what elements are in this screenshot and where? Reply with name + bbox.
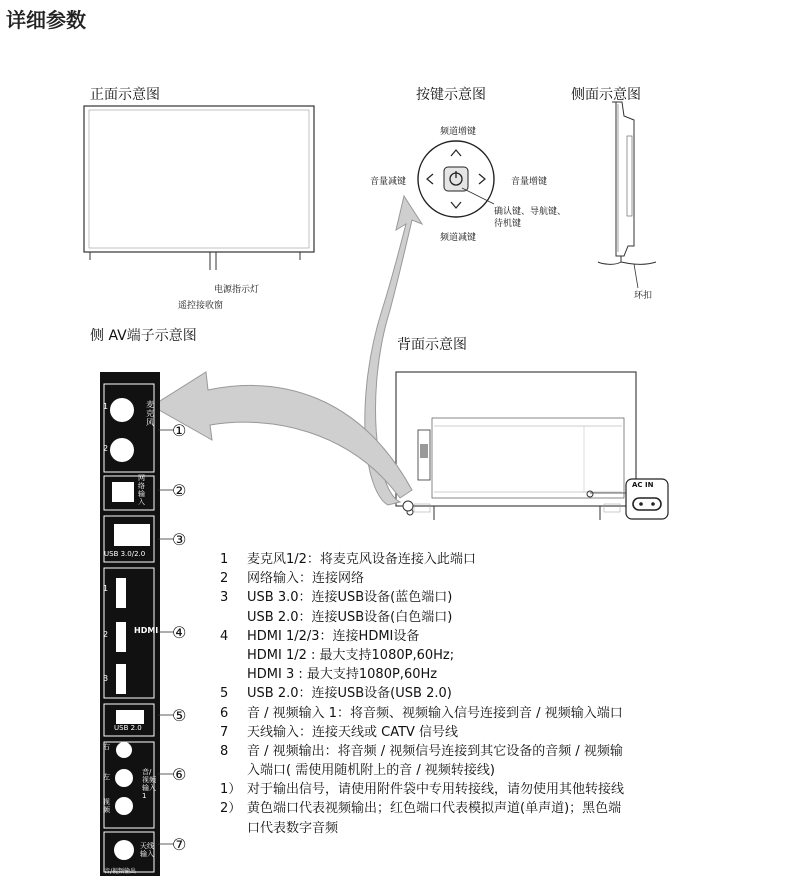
back-view-heading: 背面示意图 — [397, 337, 467, 353]
legend-text: 天线输入：连接天线或 CATV 信号线 — [247, 724, 459, 740]
callout-1: ① — [172, 421, 187, 440]
front-view-heading: 正面示意图 — [90, 87, 160, 103]
legend-number: 2 — [220, 571, 229, 587]
connection-arrows — [150, 190, 430, 520]
legend-text: HDMI 1/2/3：连接HDMI设备 — [247, 628, 420, 644]
network-label: 网络输入 — [138, 474, 145, 506]
legend-number: 6 — [220, 705, 229, 721]
legend-number: 5 — [220, 686, 229, 702]
ring-buckle-label: 环扣 — [634, 291, 653, 301]
av-output-label: 音/视频输出 — [104, 868, 137, 875]
callout-6: ⑥ — [172, 765, 187, 784]
hdmi-label: HDMI — [134, 626, 159, 635]
legend-number: 3 — [220, 590, 229, 606]
av-input-label: 音/视频输入1 — [142, 768, 156, 800]
av-right-label: 右 — [103, 743, 110, 751]
callout-3: ③ — [172, 530, 187, 549]
legend-note-number: 1） — [220, 782, 242, 798]
ac-in-leader — [588, 488, 628, 498]
legend-text: 麦克风1/2：将麦克风设备连接入此端口 — [247, 552, 476, 567]
av-left-label: 左 — [103, 773, 110, 781]
legend-note-number: 2） — [220, 801, 242, 817]
page-title: 详细参数 — [6, 8, 86, 32]
power-led-label: 电源指示灯 — [214, 285, 260, 295]
channel-up-label: 频道增键 — [440, 127, 477, 137]
volume-down-label: 音量减键 — [370, 177, 407, 187]
channel-down-label: 频道减键 — [440, 233, 477, 243]
legend-text: USB 3.0：连接USB设备(蓝色端口) — [247, 590, 453, 606]
hdmi-1-number: 1 — [103, 584, 109, 593]
legend-number: 8 — [220, 743, 229, 759]
side-view-diagram — [594, 96, 664, 296]
side-av-heading: 侧 AV端子示意图 — [90, 328, 197, 344]
ac-in-label: AC IN — [632, 481, 654, 489]
legend-note-text: 黄色端口代表视频输出；红色端口代表模拟声道(单声道)；黑色端 — [247, 801, 622, 817]
side-view-heading: 侧面示意图 — [571, 87, 641, 103]
volume-up-label: 音量增键 — [511, 177, 548, 187]
mic-2-number: 2 — [103, 444, 109, 453]
legend-text: HDMI 1/2 : 最大支持1080P,60Hz; — [247, 647, 455, 663]
hdmi-2-number: 2 — [103, 630, 109, 639]
keys-view-heading: 按键示意图 — [416, 87, 486, 103]
legend-text: USB 2.0：连接USB设备(白色端口) — [247, 609, 453, 625]
legend-note-text: 口代表数字音频 — [247, 820, 339, 836]
legend-note-text: 对于输出信号，请使用附件袋中专用转接线，请勿使用其他转接线 — [247, 782, 625, 798]
callout-7: ⑦ — [172, 835, 187, 854]
legend-number: 7 — [220, 724, 229, 740]
legend-number: 1 — [220, 552, 229, 567]
legend-text: HDMI 3 : 最大支持1080P,60Hz — [247, 667, 438, 683]
legend-text: 网络输入：连接网络 — [247, 571, 365, 587]
legend-number: 4 — [220, 628, 229, 644]
legend-text: 音 / 视频输出：将音频 / 视频信号连接到其它设备的音频 / 视频输 — [247, 743, 623, 759]
usb3-label: USB 3.0/2.0 — [104, 550, 146, 558]
confirm-key-label: 确认键、导航键、 — [494, 207, 567, 217]
callout-4: ④ — [172, 623, 187, 642]
hdmi-3-number: 3 — [103, 674, 109, 683]
antenna-label: 天线输入 — [140, 842, 154, 858]
av-video-label: 视频 — [103, 798, 110, 814]
usb2-label: USB 2.0 — [114, 724, 142, 732]
standby-key-label: 待机键 — [494, 219, 522, 229]
callout-5: ⑤ — [172, 706, 187, 725]
legend-text: 音 / 视频输入 1：将音频、视频输入信号连接到音 / 视频输入端口 — [247, 705, 623, 721]
callout-2: ② — [172, 481, 187, 500]
legend-text: 入端口( 需使用随机附上的音 / 视频转接线) — [247, 763, 495, 779]
mic-1-number: 1 — [103, 402, 109, 411]
remote-receiver-label: 遥控接收窗 — [178, 301, 224, 311]
back-view-diagram — [394, 366, 640, 526]
mic-label: 麦克风 — [146, 400, 154, 427]
legend-text: USB 2.0：连接USB设备(USB 2.0) — [247, 686, 452, 702]
